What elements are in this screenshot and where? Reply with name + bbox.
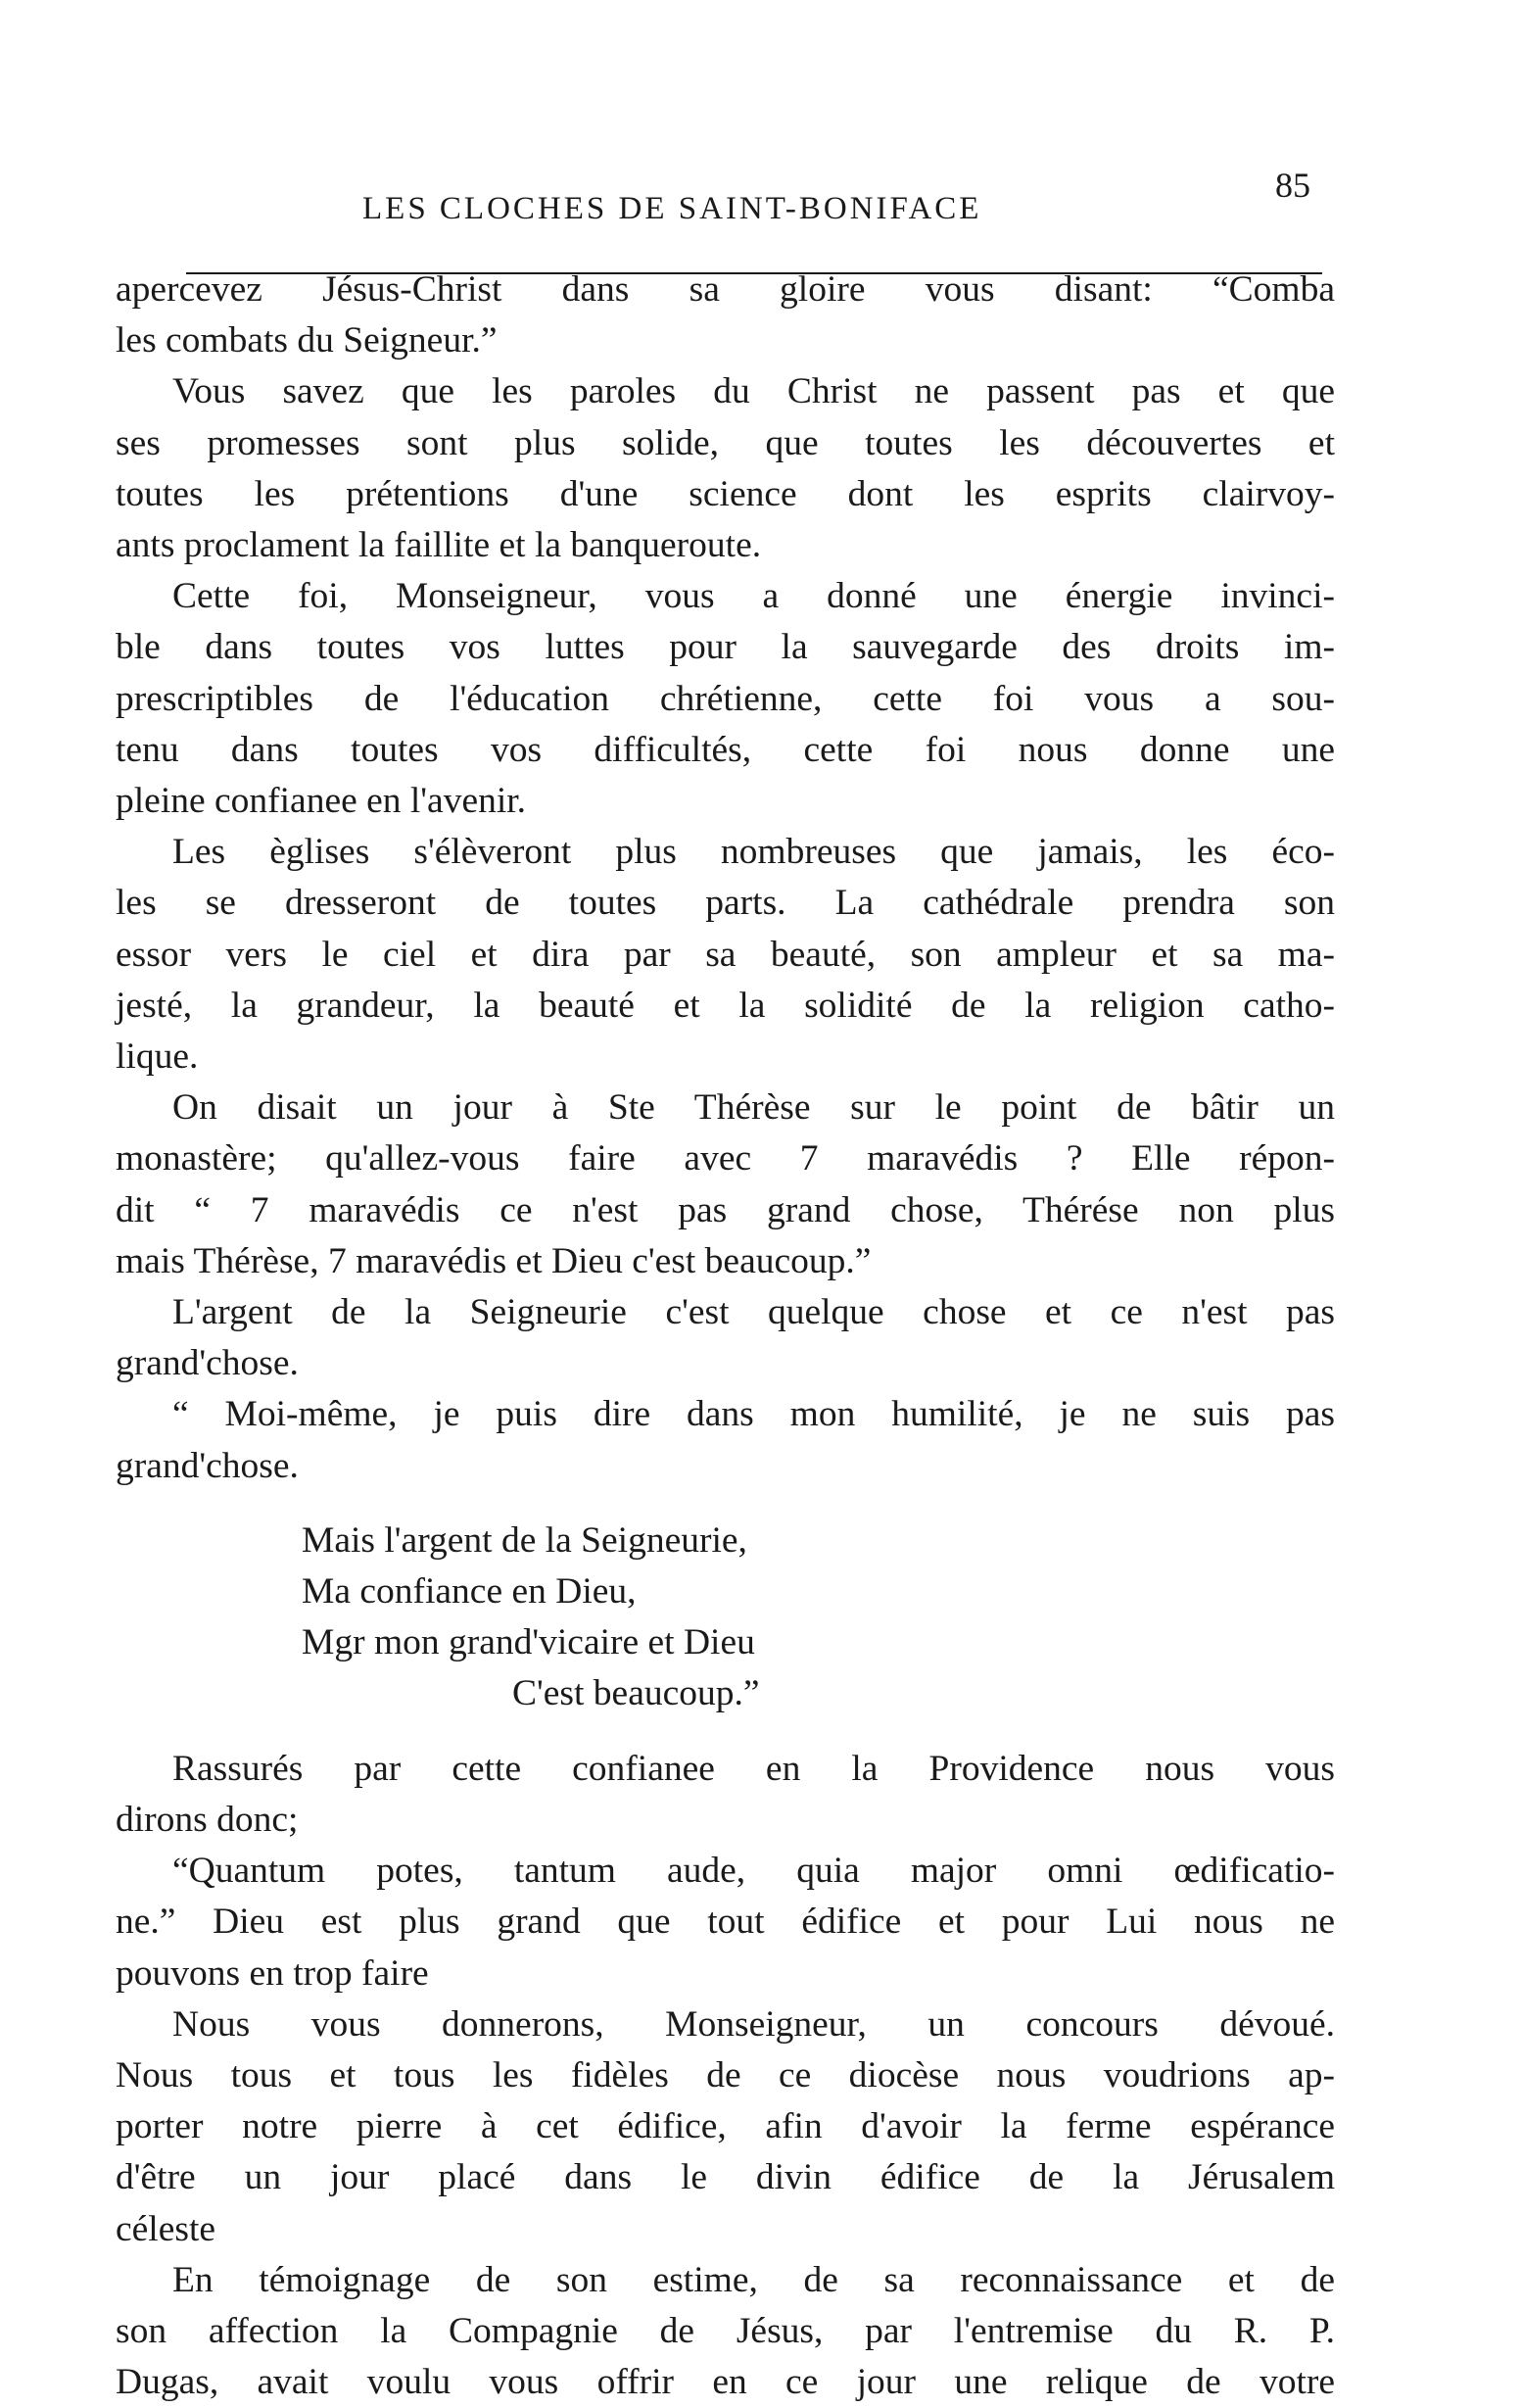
text-line: Rassurés par cette confianee en la Providence nous vous [172,1748,1335,1789]
text-line: lique. [116,1036,199,1078]
text-line: essor vers le ciel et dira par sa beauté, son ampleur et sa ma- [116,934,1335,975]
text-line: prescriptibles de l'éducation chrétienne, cette foi vous a sou- [116,678,1335,719]
text-line: pleine confianee en l'avenir. [116,781,527,822]
text-line: Les èglises s'élèveront plus nombreuses que jamais, les éco- [172,832,1335,873]
text-line: jesté, la grandeur, la beauté et la solidité de la religion catho- [116,985,1335,1026]
body-text [116,265,1335,2408]
text-line: ses promesses sont plus solide, que toutes les découvertes et [116,422,1335,463]
verse-line: C'est beaucoup.” [512,1673,760,1714]
text-line: grand'chose. [116,1445,299,1486]
running-title: LES CLOCHES DE SAINT-BONIFACE [362,191,982,226]
text-line: pouvons en trop faire [116,1952,429,1994]
text-line: apercevez Jésus-Christ dans sa gloire vous disant: “Comba [116,269,1335,310]
text-line: On disait un jour à Ste Thérèse sur le point de bâtir un [172,1087,1335,1129]
text-line: “ Moi-même, je puis dire dans mon humilité, je ne suis pas [172,1394,1335,1435]
text-line: “Quantum potes, tantum aude, quia major omni œdificatio- [172,1851,1335,1892]
page-number: 85 [1275,166,1310,205]
text-line: porter notre pierre à cet édifice, afin d'avoir la ferme espérance [116,2106,1335,2147]
text-line: Cette foi, Monseigneur, vous a donné une énergie invinci- [172,576,1335,617]
text-line: dirons donc; [116,1799,299,1840]
verse-spacing [116,1720,1335,1744]
text-line: Dugas, avait voulu vous offrir en ce jour une relique de votre [116,2362,1335,2403]
text-line: son affection la Compagnie de Jésus, par l'entremise du R. P. [116,2310,1335,2351]
text-line: ble dans toutes vos luttes pour la sauvegarde des droits im- [116,627,1335,668]
text-line: Vous savez que les paroles du Christ ne passent pas et que [172,371,1335,412]
text-line: dit “ 7 maravédis ce n'est pas grand chose, Thérése non plus [116,1189,1335,1230]
verse-line: Mais l'argent de la Seigneurie, [302,1519,747,1561]
text-line: monastère; qu'allez-vous faire avec 7 maravédis ? Elle répon- [116,1138,1335,1180]
text-line: tenu dans toutes vos difficultés, cette foi nous donne une [116,729,1335,770]
text-line: Nous tous et tous les fidèles de ce diocèse nous voudrions ap- [116,2054,1335,2095]
text-line: les se dresseront de toutes parts. La cathédrale prendra son [116,883,1335,924]
text-line: L'argent de la Seigneurie c'est quelque chose et ce n'est pas [172,1292,1335,1333]
text-line: mais Thérèse, 7 maravédis et Dieu c'est beaucoup.” [116,1240,872,1281]
text-line: toutes les prétentions d'une science dont les esprits clairvoy- [116,473,1335,514]
text-line: ants proclament la faillite et la banqueroute. [116,525,762,566]
verse-spacing [116,1492,1335,1516]
text-line: les combats du Seigneur.” [116,320,498,361]
text-line: grand'chose. [116,1343,299,1384]
text-line: d'être un jour placé dans le divin édifice de la Jérusalem [116,2157,1335,2198]
verse-line: Ma confiance en Dieu, [302,1571,637,1613]
verse-line: Mgr mon grand'vicaire et Dieu [302,1622,755,1663]
text-line: En témoignage de son estime, de sa reconnaissance et de [172,2259,1335,2300]
text-line: ne.” Dieu est plus grand que tout édifice et pour Lui nous ne [116,1902,1335,1943]
text-line: Nous vous donnerons, Monseigneur, un concours dévoué. [172,2003,1335,2045]
text-line: céleste [116,2208,216,2249]
